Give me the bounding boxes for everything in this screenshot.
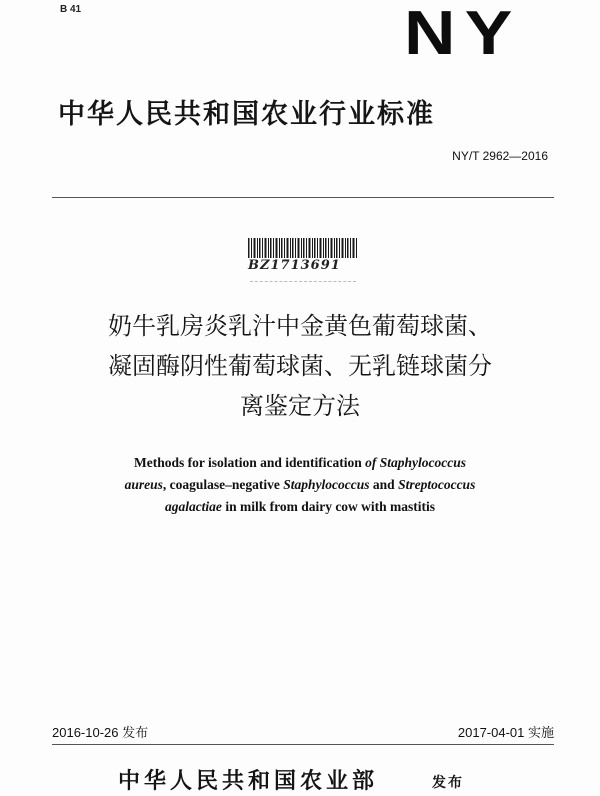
english-title-line-1: [60, 452, 540, 474]
barcode-dashed-line: [250, 281, 356, 282]
chinese-title-line-3: 离鉴定方法: [240, 392, 360, 420]
english-title-text: , coagulase–negative: [162, 477, 284, 492]
ics-code: B 41: [60, 4, 82, 15]
standard-number: NY/T 2962—2016: [452, 149, 548, 163]
english-title-italic: Streptococcus: [398, 477, 476, 492]
issue-date: 2016-10-26 发布: [52, 725, 149, 740]
footer-divider: [52, 744, 554, 745]
barcode-icon: [246, 238, 358, 258]
standard-category-title: 中华人民共和国农业行业标准: [58, 99, 435, 130]
english-title-text: in milk from dairy cow with mastitis: [221, 499, 436, 514]
english-title-italic: agalactiae: [164, 499, 222, 514]
barcode-number: BZ1713691: [248, 258, 341, 273]
english-title: [60, 452, 540, 518]
ny-standard-logo: NY: [404, 0, 522, 68]
chinese-title: [60, 306, 540, 426]
chinese-title-line-1: 奶牛乳房炎乳汁中金黄色葡萄球菌、: [108, 312, 492, 340]
english-title-line-3: [60, 496, 540, 518]
publisher-name: 中华人民共和国农业部: [118, 769, 379, 794]
publish-label: 发布: [432, 775, 464, 791]
english-title-italic: aureus: [124, 477, 163, 492]
english-title-text: Methods for isolation and identification: [133, 455, 366, 470]
english-title-italic: Staphylococcus: [283, 477, 370, 492]
english-title-italic: of Staphylococcus: [365, 455, 467, 470]
implementation-date: 2017-04-01 实施: [457, 725, 554, 740]
english-title-text: and: [369, 477, 399, 492]
header-divider: [52, 197, 554, 198]
chinese-title-line-2: 凝固酶阴性葡萄球菌、无乳链球菌分: [108, 352, 492, 380]
english-title-line-2: [60, 474, 540, 496]
